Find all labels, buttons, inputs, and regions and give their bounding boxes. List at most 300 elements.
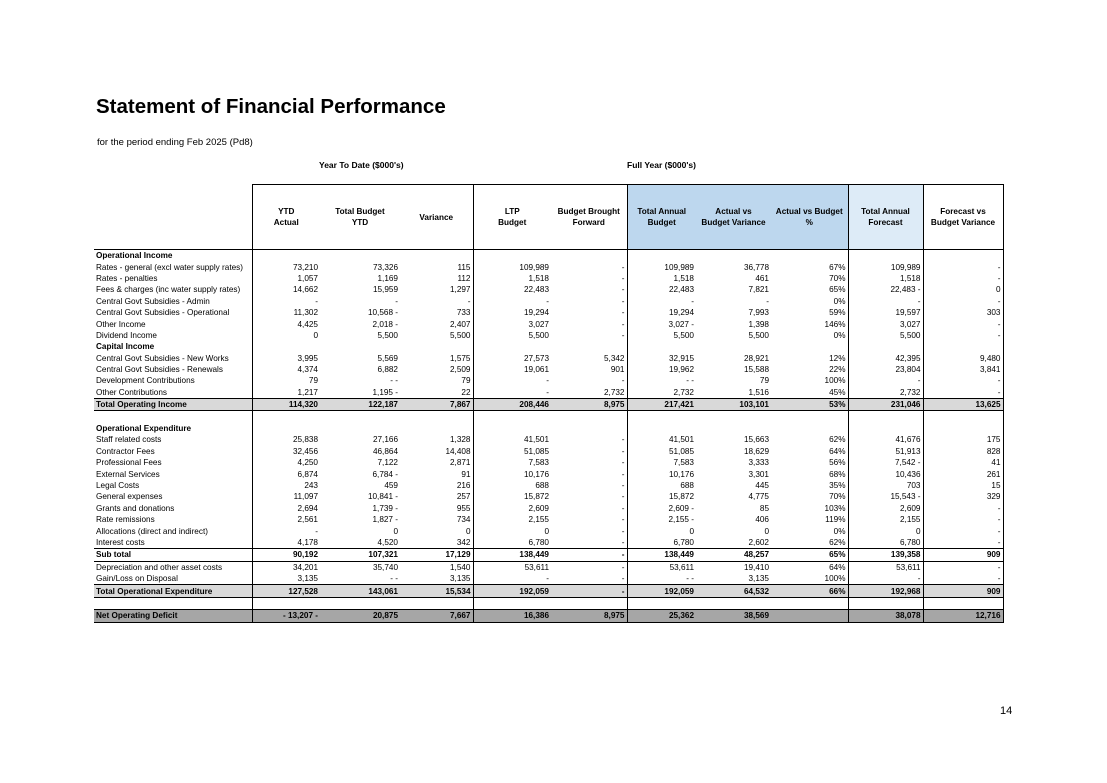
table-cell: 0 xyxy=(473,525,551,536)
table-cell: 0 xyxy=(848,525,923,536)
row-label: Contractor Fees xyxy=(96,446,155,456)
table-cell: - xyxy=(551,573,627,585)
table-cell: 51,085 xyxy=(473,446,551,457)
table-cell: 329 xyxy=(923,491,1003,502)
spacer-cell xyxy=(473,597,551,609)
table-cell: 216 xyxy=(456,481,471,490)
table-cell: - xyxy=(252,296,320,307)
table-cell: 103,101 xyxy=(696,399,771,411)
table-cell: 3,027 xyxy=(848,318,923,329)
table-cell: 41 xyxy=(923,457,1003,468)
table-cell xyxy=(627,341,696,352)
table-cell: - xyxy=(551,273,627,284)
table-cell: 139,358 xyxy=(848,549,923,561)
table-cell: 19,962 xyxy=(668,365,694,375)
row-label: Central Govt Subsidies - Admin xyxy=(96,296,210,306)
table-cell: 25,362 xyxy=(627,610,696,622)
table-cell: 11,097 xyxy=(252,491,320,502)
table-row xyxy=(94,514,1003,525)
table-cell: 8,975 xyxy=(551,610,627,622)
table-cell: 22,483 xyxy=(473,284,551,295)
table-row xyxy=(94,296,1003,307)
spacer-row xyxy=(94,597,1003,609)
table-cell: 41,501 xyxy=(473,434,551,445)
table-cell: 6,780 xyxy=(473,537,551,549)
table-cell: 62% xyxy=(771,537,848,549)
table-cell: 23,804 xyxy=(848,364,923,375)
table-cell: - xyxy=(848,375,923,386)
table-cell: 5,342 xyxy=(551,353,627,364)
table-cell: 703 xyxy=(848,480,923,491)
sub-row xyxy=(94,549,1003,561)
table-cell: 2,155 xyxy=(473,514,551,525)
table-cell: 22,483 - xyxy=(848,284,923,295)
table-cell: - xyxy=(551,261,627,272)
table-cell: - xyxy=(923,537,1003,549)
table-cell: 1,827 - xyxy=(372,515,398,525)
table-cell: 0% xyxy=(771,525,848,536)
table-cell: 73,210 xyxy=(252,261,320,272)
table-cell: 231,046 xyxy=(848,399,923,411)
table-cell: 2,732 xyxy=(551,387,627,399)
table-row xyxy=(94,434,1003,445)
table-cell: 1,516 xyxy=(748,387,769,397)
table-cell: 2,155 xyxy=(848,514,923,525)
table-row xyxy=(94,561,1003,573)
table-cell: 15,588 xyxy=(743,365,769,375)
row-label: Staff related costs xyxy=(96,435,162,445)
table-cell: 0 xyxy=(252,330,320,341)
table-cell: 62% xyxy=(771,434,848,445)
table-cell: 3,333 xyxy=(748,458,769,468)
table-cell: 73,326 xyxy=(372,262,398,272)
page-subtitle: for the period ending Feb 2025 (Pd8) xyxy=(97,137,253,148)
table-cell: - xyxy=(551,296,627,307)
section-header-row xyxy=(94,341,1003,352)
table-cell: - xyxy=(551,480,627,491)
table-cell: 6,780 xyxy=(673,537,694,547)
table-row xyxy=(94,573,1003,585)
spacer-cell xyxy=(923,411,1003,423)
table-cell: - xyxy=(551,446,627,457)
table-cell: 70% xyxy=(771,273,848,284)
table-cell: 4,178 xyxy=(252,537,320,549)
spacer-cell xyxy=(252,411,320,423)
table-cell: 4,425 xyxy=(252,318,320,329)
table-cell: 5,500 xyxy=(450,330,471,340)
table-cell: 45% xyxy=(771,387,848,399)
table-cell: 445 xyxy=(755,481,769,490)
table-cell: - xyxy=(923,503,1003,514)
table-cell: 109,989 xyxy=(664,262,694,272)
table-cell: 10,176 xyxy=(668,469,694,479)
table-cell: 14,408 xyxy=(445,446,471,456)
table-cell: 2,509 xyxy=(450,365,471,375)
table-cell xyxy=(771,341,848,352)
table-cell: 109,989 xyxy=(848,261,923,272)
spacer-cell xyxy=(400,597,473,609)
spacer-cell xyxy=(400,411,473,423)
table-cell: - - xyxy=(390,574,398,584)
table-cell: 3,135 xyxy=(450,574,471,584)
table-cell: - xyxy=(923,514,1003,525)
table-cell: 4,374 xyxy=(252,364,320,375)
table-cell: - xyxy=(923,261,1003,272)
table-cell: 8,975 xyxy=(551,399,627,411)
table-cell: - - xyxy=(686,376,694,386)
table-cell: 119% xyxy=(771,514,848,525)
table-cell: 7,821 xyxy=(748,285,769,295)
table-cell: - xyxy=(691,296,694,306)
table-cell: 342 xyxy=(456,537,471,547)
table-cell: 20,875 xyxy=(320,610,400,622)
table-cell: - xyxy=(551,561,627,573)
table-cell: - xyxy=(473,573,551,585)
table-cell: 34,201 xyxy=(252,561,320,573)
table-cell: 32,915 xyxy=(668,353,694,363)
row-label: Legal Costs xyxy=(96,481,140,490)
table-row xyxy=(94,537,1003,549)
table-cell: 5,500 xyxy=(473,330,551,341)
table-cell: - xyxy=(923,296,1003,307)
row-label: Dividend Income xyxy=(96,330,157,340)
table-cell: 22% xyxy=(771,364,848,375)
table-cell: 0 xyxy=(689,526,694,536)
table-cell: - 13,207 - xyxy=(252,610,320,622)
row-label: Rates - general (excl water supply rates) xyxy=(96,262,243,272)
table-cell: 66% xyxy=(771,585,848,597)
year-to-date-group-header: Year To Date ($000's) xyxy=(319,160,404,170)
table-cell: - xyxy=(551,525,627,536)
table-cell xyxy=(400,423,473,434)
table-cell: 7,583 xyxy=(673,458,694,468)
table-cell: 112 xyxy=(457,273,471,283)
table-cell: 53,611 xyxy=(669,562,694,572)
table-cell: 138,449 xyxy=(627,549,696,561)
table-cell: - xyxy=(551,537,627,549)
table-cell: 1,297 xyxy=(450,285,471,295)
row-label: Central Govt Subsidies - New Works xyxy=(96,353,229,363)
table-cell: 114,320 xyxy=(252,399,320,411)
table-cell: 5,500 xyxy=(848,330,923,341)
row-label: Total Operating Income xyxy=(94,399,252,411)
table-cell: 138,449 xyxy=(473,549,551,561)
table-cell: 15,959 xyxy=(372,285,398,295)
table-cell: 16,386 xyxy=(473,610,551,622)
table-cell: 5,500 xyxy=(377,330,398,340)
table-cell: 15,534 xyxy=(400,585,473,597)
table-cell: 0 xyxy=(923,284,1003,295)
table-cell xyxy=(473,423,551,434)
table-cell: 733 xyxy=(456,308,471,318)
table-cell: 79 xyxy=(759,376,769,386)
table-cell: 27,573 xyxy=(473,353,551,364)
table-cell: 36,778 xyxy=(743,262,769,272)
table-row xyxy=(94,261,1003,272)
table-cell: 14,662 xyxy=(252,284,320,295)
row-label: Allocations (direct and indirect) xyxy=(96,526,208,536)
table-cell xyxy=(771,250,848,262)
table-cell: 3,135 xyxy=(748,574,769,584)
column-header: YTD Actual xyxy=(252,185,320,250)
table-cell: 0% xyxy=(771,330,848,341)
table-cell: 6,780 xyxy=(848,537,923,549)
table-cell: 0% xyxy=(771,296,848,307)
table-row xyxy=(94,364,1003,375)
table-cell: 909 xyxy=(923,549,1003,561)
table-cell: 64,532 xyxy=(696,585,771,597)
table-cell xyxy=(923,250,1003,262)
table-cell: 1,518 xyxy=(473,273,551,284)
financial-performance-table xyxy=(94,184,1004,623)
table-cell: 406 xyxy=(755,515,769,525)
table-cell: 3,841 xyxy=(923,364,1003,375)
table-cell: - xyxy=(766,296,769,306)
table-cell: 15,872 xyxy=(473,491,551,502)
table-cell xyxy=(473,250,551,262)
table-cell xyxy=(627,250,696,262)
spacer-cell xyxy=(320,597,400,609)
row-label: Gain/Loss on Disposal xyxy=(96,574,178,584)
table-cell: 19,410 xyxy=(743,562,769,572)
page-title: Statement of Financial Performance xyxy=(96,95,446,118)
table-cell: 15,543 - xyxy=(848,491,923,502)
table-row xyxy=(94,318,1003,329)
row-label: Capital Income xyxy=(96,342,155,352)
table-cell xyxy=(252,341,320,352)
table-cell: 19,597 xyxy=(848,307,923,318)
table-cell: 53,611 xyxy=(473,561,551,573)
table-cell: - xyxy=(551,318,627,329)
table-cell xyxy=(848,250,923,262)
table-cell: 6,882 xyxy=(377,365,398,375)
table-cell: 0 xyxy=(393,526,398,536)
table-cell: 2,732 xyxy=(673,387,694,397)
table-cell: - xyxy=(473,375,551,386)
table-cell: 12,716 xyxy=(923,610,1003,622)
spacer-cell xyxy=(848,597,923,609)
table-cell: - - xyxy=(390,376,398,386)
table-cell xyxy=(320,423,400,434)
table-cell: - xyxy=(473,387,551,399)
table-cell: 79 xyxy=(461,376,471,386)
column-header: Total Budget YTD xyxy=(320,185,400,250)
spacer-cell xyxy=(94,597,252,609)
table-cell: 27,166 xyxy=(372,435,398,445)
table-cell: 7,867 xyxy=(400,399,473,411)
table-cell: 42,395 xyxy=(848,353,923,364)
table-cell: 143,061 xyxy=(320,585,400,597)
table-cell: 909 xyxy=(923,585,1003,597)
table-cell: 10,841 - xyxy=(367,492,398,502)
table-row xyxy=(94,457,1003,468)
table-cell: 688 xyxy=(473,480,551,491)
table-cell: 9,480 xyxy=(923,353,1003,364)
table-cell: 122,187 xyxy=(320,399,400,411)
table-cell xyxy=(551,250,627,262)
table-cell: 6,784 - xyxy=(372,469,398,479)
table-cell xyxy=(771,423,848,434)
table-cell: 1,575 xyxy=(450,353,471,363)
table-cell: 3,027 xyxy=(473,318,551,329)
table-cell: 115 xyxy=(457,262,471,272)
row-label: Depreciation and other asset costs xyxy=(96,562,223,572)
row-label: Professional Fees xyxy=(96,458,162,468)
row-label: Development Contributions xyxy=(96,376,195,386)
spacer-cell xyxy=(551,597,627,609)
table-cell: - xyxy=(848,573,923,585)
table-cell: 85 xyxy=(759,503,769,513)
table-cell: 48,257 xyxy=(696,549,771,561)
table-cell: 3,995 xyxy=(252,353,320,364)
table-cell: 109,989 xyxy=(473,261,551,272)
column-header: Budget Brought Forward xyxy=(551,185,627,250)
table-cell: - xyxy=(395,296,398,306)
table-cell: 64% xyxy=(771,446,848,457)
table-cell: 901 xyxy=(551,364,627,375)
table-cell: 3,301 xyxy=(748,469,769,479)
table-cell: 2,407 xyxy=(450,319,471,329)
table-cell: 4,250 xyxy=(252,457,320,468)
spacer-cell xyxy=(627,597,696,609)
table-cell: 192,968 xyxy=(848,585,923,597)
column-header: Variance xyxy=(400,185,473,250)
table-cell xyxy=(400,250,473,262)
spacer-cell xyxy=(252,597,320,609)
table-cell: 11,302 xyxy=(252,307,320,318)
table-cell xyxy=(696,341,771,352)
spacer-cell xyxy=(473,411,551,423)
table-cell: 6,874 xyxy=(252,468,320,479)
table-cell: 1,518 xyxy=(848,273,923,284)
table-cell: - xyxy=(551,503,627,514)
page-number: 14 xyxy=(1000,705,1013,717)
table-cell: 303 xyxy=(923,307,1003,318)
table-cell: 1,057 xyxy=(252,273,320,284)
table-row xyxy=(94,284,1003,295)
table-cell: - xyxy=(551,330,627,341)
table-cell: 65% xyxy=(771,549,848,561)
table-cell: - xyxy=(551,307,627,318)
table-cell: 22,483 xyxy=(668,285,694,295)
table-cell: 25,838 xyxy=(252,434,320,445)
table-cell: 1,169 xyxy=(377,273,398,283)
row-label: Other Contributions xyxy=(96,387,167,397)
table-cell: 15,663 xyxy=(743,435,769,445)
table-cell: 243 xyxy=(252,480,320,491)
table-cell: 5,569 xyxy=(377,353,398,363)
table-cell xyxy=(473,341,551,352)
table-cell: - xyxy=(923,525,1003,536)
table-cell xyxy=(696,250,771,262)
column-header: Actual vs Budget Variance xyxy=(696,185,771,250)
table-row xyxy=(94,387,1003,399)
table-cell: 79 xyxy=(252,375,320,386)
table-cell: - xyxy=(923,330,1003,341)
table-cell: 1,518 xyxy=(673,273,694,283)
table-cell: - xyxy=(551,434,627,445)
table-cell xyxy=(696,423,771,434)
table-cell xyxy=(771,610,848,622)
table-cell: 146% xyxy=(771,318,848,329)
table-cell xyxy=(848,423,923,434)
table-cell: 38,569 xyxy=(696,610,771,622)
table-cell: 46,864 xyxy=(372,446,398,456)
table-cell: 53,611 xyxy=(848,561,923,573)
table-cell: 5,500 xyxy=(748,330,769,340)
table-cell xyxy=(923,423,1003,434)
table-cell xyxy=(848,341,923,352)
table-cell: 100% xyxy=(771,375,848,386)
table-cell: 107,321 xyxy=(320,549,400,561)
table-cell: 38,078 xyxy=(848,610,923,622)
table-cell: 955 xyxy=(456,503,471,513)
table-cell: 2,561 xyxy=(252,514,320,525)
table-cell: 2,694 xyxy=(252,503,320,514)
table-cell: 10,436 xyxy=(848,468,923,479)
table-cell: 734 xyxy=(456,515,471,525)
table-cell: - xyxy=(551,585,627,597)
table-cell: - xyxy=(551,284,627,295)
row-label: Net Operating Deficit xyxy=(94,610,252,622)
table-cell: 5,500 xyxy=(673,330,694,340)
table-row xyxy=(94,375,1003,386)
table-cell: 51,913 xyxy=(848,446,923,457)
table-cell: 2,871 xyxy=(450,458,471,468)
table-cell: 261 xyxy=(923,468,1003,479)
table-cell: 1,195 - xyxy=(372,387,398,397)
table-cell: - - xyxy=(686,574,694,584)
table-cell: 32,456 xyxy=(252,446,320,457)
table-header-row xyxy=(94,185,1003,250)
table-cell: 3,027 - xyxy=(668,319,694,329)
table-cell: 7,583 xyxy=(473,457,551,468)
table-cell: 19,061 xyxy=(473,364,551,375)
table-cell: 127,528 xyxy=(252,585,320,597)
table-cell: 28,921 xyxy=(743,353,769,363)
table-row xyxy=(94,491,1003,502)
table-cell: 19,294 xyxy=(668,308,694,318)
table-cell: 22 xyxy=(461,387,471,397)
table-cell: 1,540 xyxy=(450,562,471,572)
table-cell: 59% xyxy=(771,307,848,318)
table-cell: 35,740 xyxy=(372,562,398,572)
section-header-row xyxy=(94,423,1003,434)
table-cell: 35% xyxy=(771,480,848,491)
table-cell: - xyxy=(551,468,627,479)
table-cell: - xyxy=(473,296,551,307)
table-cell xyxy=(400,341,473,352)
spacer-cell xyxy=(848,411,923,423)
table-cell: - xyxy=(551,457,627,468)
section-header-row xyxy=(94,250,1003,262)
table-cell: 51,085 xyxy=(668,446,694,456)
row-label: Central Govt Subsidies - Renewals xyxy=(96,365,223,375)
table-cell: - xyxy=(923,273,1003,284)
row-label: External Services xyxy=(96,469,160,479)
spacer-cell xyxy=(551,411,627,423)
table-cell: 13,625 xyxy=(923,399,1003,411)
table-cell: 257 xyxy=(456,492,471,502)
table-cell: 4,520 xyxy=(377,537,398,547)
table-row xyxy=(94,503,1003,514)
table-cell: 53% xyxy=(771,399,848,411)
table-cell: 2,609 - xyxy=(668,503,694,513)
table-cell: 56% xyxy=(771,457,848,468)
row-label: Operational Income xyxy=(96,251,173,261)
table-cell: 1,739 - xyxy=(372,503,398,513)
table-cell: 192,059 xyxy=(473,585,551,597)
